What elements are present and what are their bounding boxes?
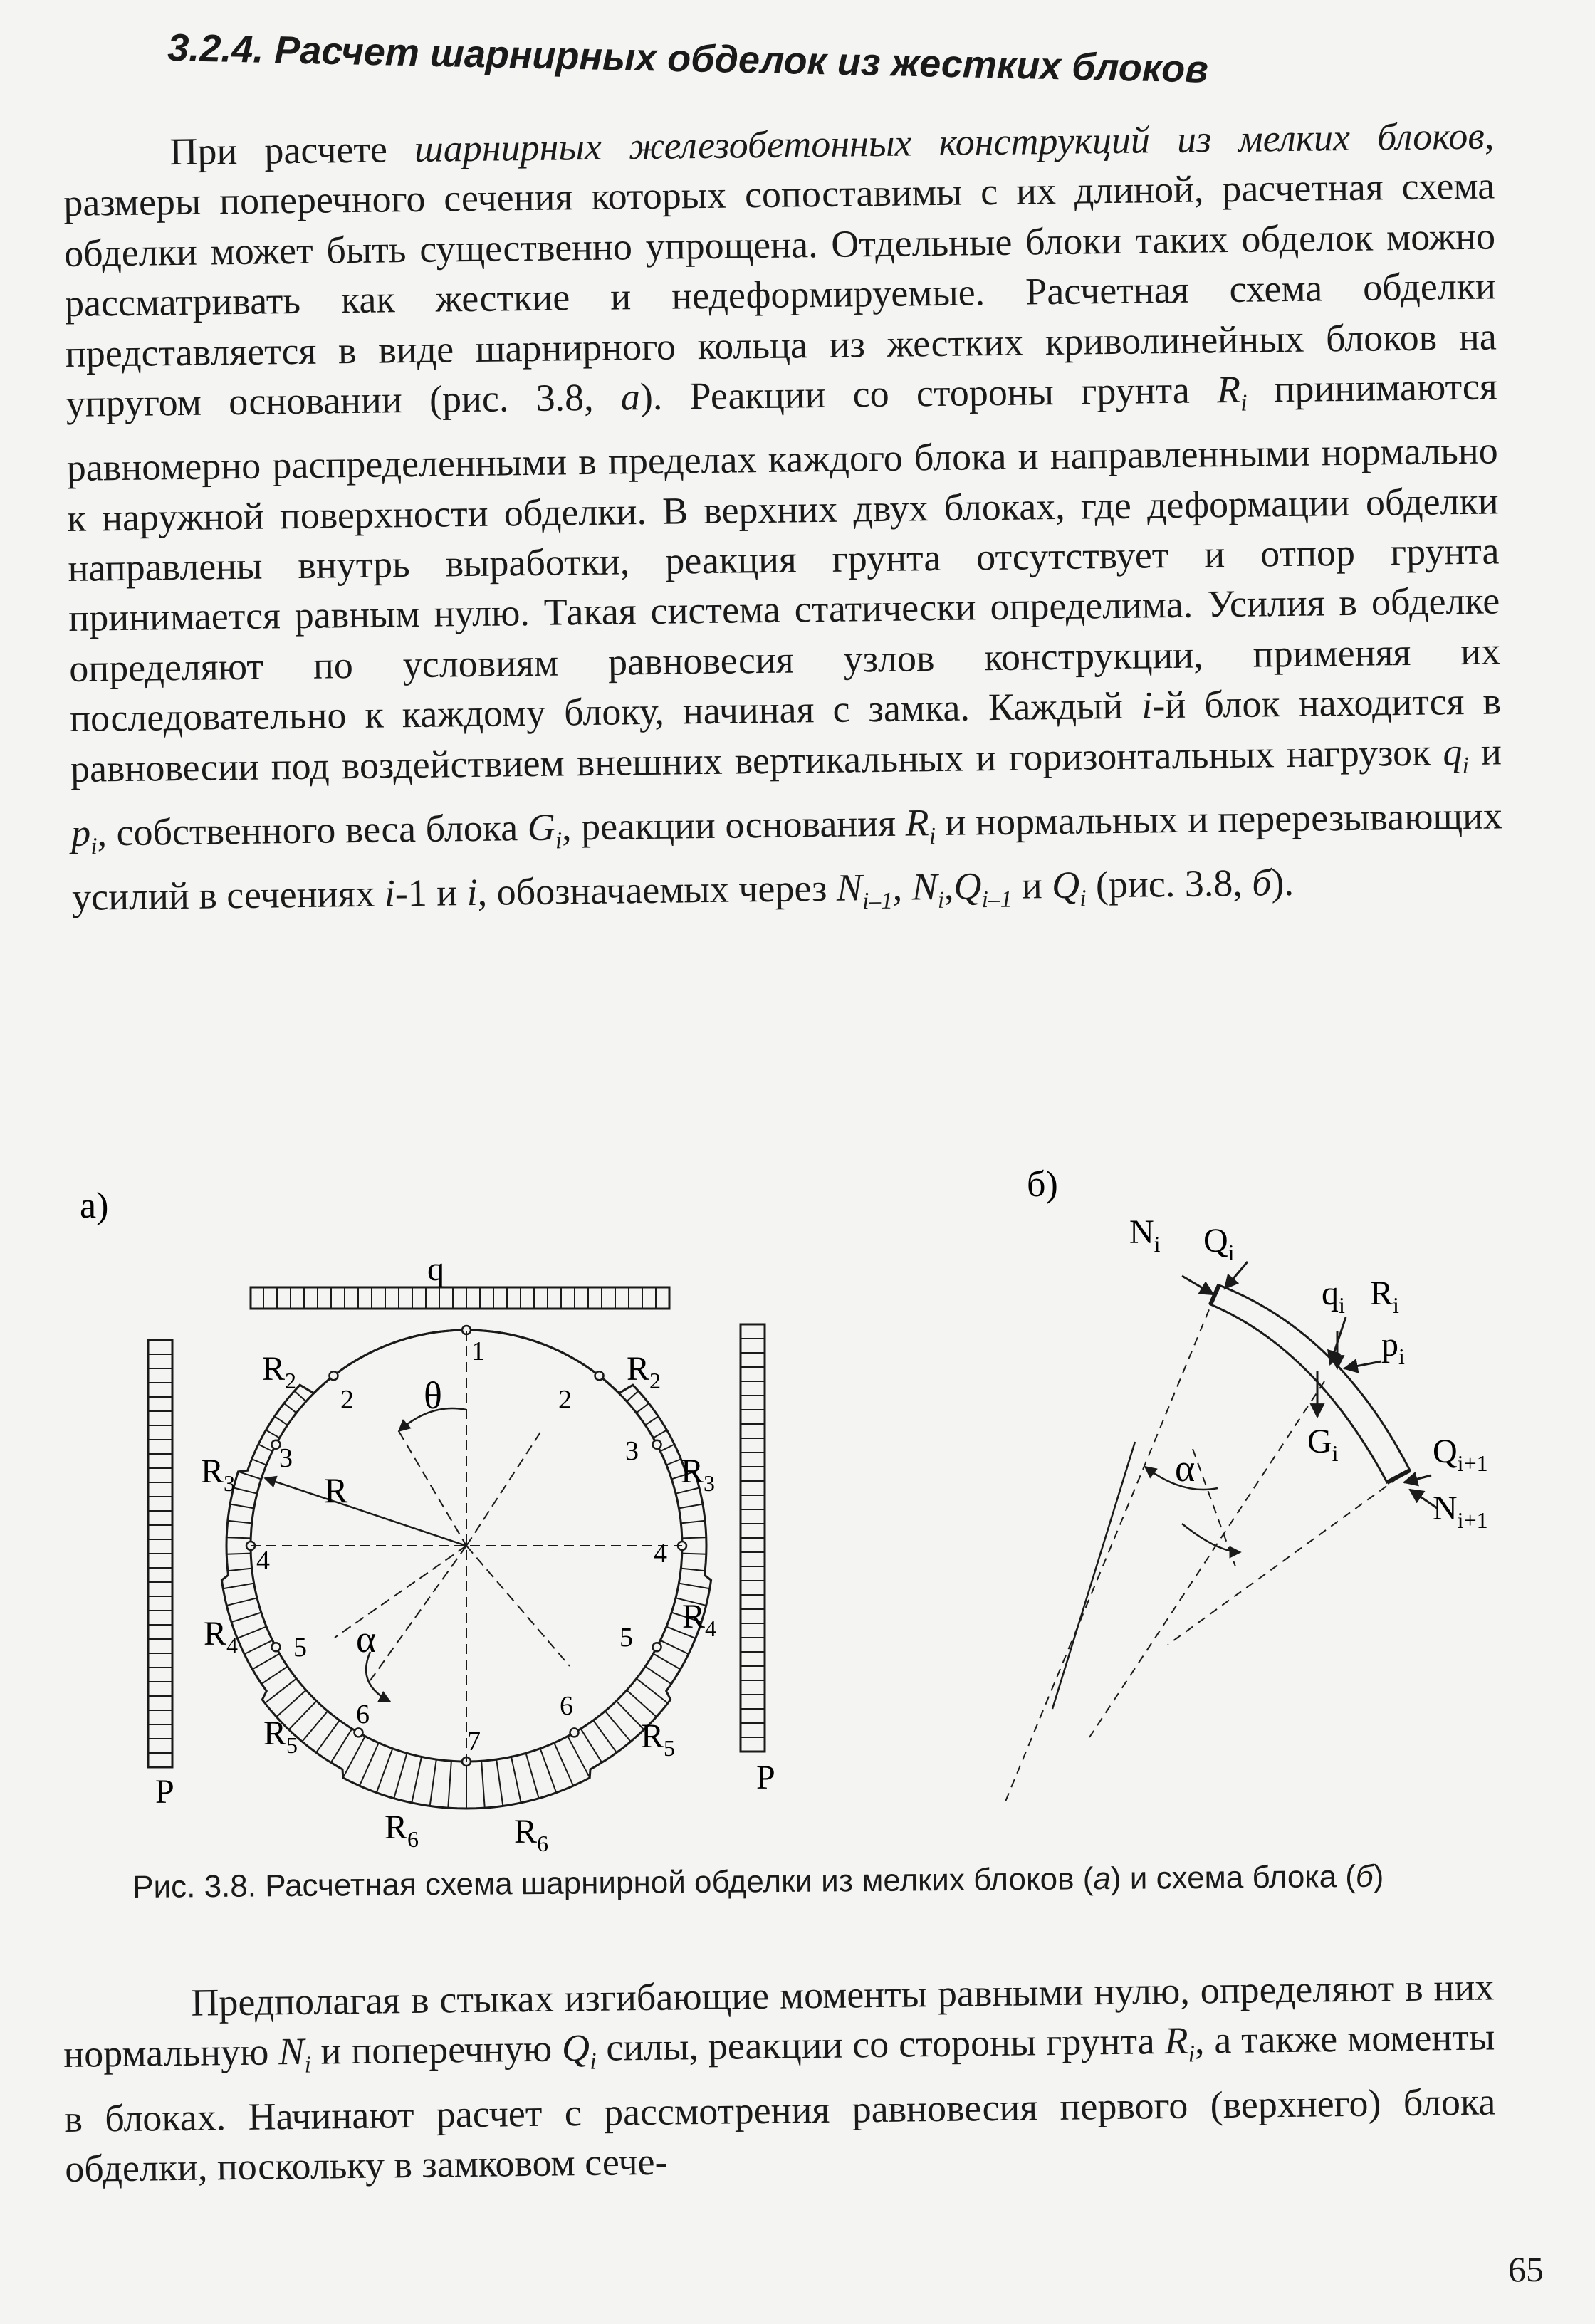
text-run: ). Реакции со стороны грунта [639, 368, 1218, 419]
paragraph-intro [63, 110, 1504, 936]
label-Ni: $N_i$ [1129, 1213, 1161, 1257]
text-run: i [1141, 684, 1153, 727]
reaction-r3-left: $R_3$ [201, 1452, 236, 1496]
text-run: i–1 [981, 886, 1013, 914]
alpha-label-a: α [356, 1618, 377, 1660]
hinge-node [653, 1440, 661, 1449]
text-run: i [466, 871, 478, 914]
figure-b-label: б) [1027, 1164, 1058, 1205]
text-run: i–1 [862, 887, 894, 915]
text-run: силы, реакции со стороны грунта [596, 2019, 1165, 2070]
load-bar-p-right [741, 1324, 765, 1752]
reaction-r3-right: $R_3$ [681, 1452, 716, 1496]
text-run: , [892, 865, 912, 909]
text-run: Q [1051, 863, 1080, 907]
text-run: Q [561, 2026, 590, 2070]
reaction-r5-left: $R_5$ [263, 1715, 298, 1758]
node-label-2-left: 2 [340, 1385, 354, 1415]
text-run: , размеры поперечного сечения которых сопоставимы с их длиной, расчетная схема обделки может быть существенно упрощена. Отдельные блоки таких обделок можно рассматривать как жесткие и недеформируемые. Расчетная схема обделки представляется в виде шарнирного кольца из жестких криволинейных блоков на упругом основании (рис. 3.8, [63, 114, 1497, 426]
label-Gi: $G_i$ [1307, 1423, 1339, 1466]
text-run: R [905, 801, 929, 844]
text-run: ) [1373, 1858, 1384, 1894]
construction-lines [251, 1331, 682, 1762]
text-run: i [90, 833, 98, 860]
text-run: шарнирных железобетонных конструкций из мелких блоков [414, 114, 1485, 170]
label-qi: $q_i$ [1322, 1274, 1345, 1318]
text-run: i [1240, 389, 1248, 417]
text-run: и [1011, 864, 1052, 907]
text-run: Рис. 3.8. Расчетная схема шарнирной обделки из мелких блоков ( [132, 1861, 1094, 1905]
text-run: N [836, 866, 863, 909]
label-Ri: $R_i$ [1370, 1274, 1399, 1318]
label-pi: $p_i$ [1381, 1326, 1405, 1369]
text-run: i [555, 827, 563, 854]
node-label-5-left: 5 [293, 1633, 307, 1663]
alpha-label-b: α [1175, 1447, 1196, 1490]
text-run: i [1462, 752, 1470, 779]
label-Ni1: $N_{i+1}$ [1433, 1490, 1488, 1533]
node-label-6-left: 6 [356, 1700, 370, 1729]
label-Qi: $Q_i$ [1203, 1222, 1235, 1265]
text-run: , [943, 864, 954, 909]
node-label-3-left: 3 [279, 1443, 293, 1473]
label-Qi1: $Q_{i+1}$ [1433, 1433, 1488, 1476]
section-heading: 3.2.4. Расчет шарнирных обделок из жестких блоков [167, 26, 1209, 91]
text-run: i [929, 822, 936, 849]
text-run: i [384, 872, 396, 915]
text-run: -1 и [394, 871, 468, 915]
hinge-node [355, 1728, 363, 1737]
text-run: G [527, 805, 556, 849]
text-run: , а также моменты в блоках. Начинают расчет с рассмотрения равновесия первого (верхнего) блока обделки, поскольку в замковом сече- [64, 2015, 1496, 2190]
hinge-node [653, 1643, 661, 1651]
text-run: (рис. 3.8, [1086, 861, 1253, 906]
hinge-node [595, 1371, 604, 1380]
text-run: i [1188, 2041, 1196, 2068]
figure-3-8 [0, 1153, 1595, 1901]
text-run: , реакции основания [561, 801, 906, 849]
text-run: -й блок находится в равновесии под воздействием внешних вертикальных и горизонтальных нагрузок [70, 679, 1502, 790]
reaction-r2-right: $R_2$ [627, 1350, 661, 1393]
load-bar-q [251, 1287, 669, 1309]
load-q-label: q [427, 1250, 444, 1288]
reaction-r6-left: $R_6$ [385, 1809, 419, 1852]
text-run: б [1251, 861, 1272, 904]
hinge-node [329, 1371, 338, 1380]
hinge-node [271, 1643, 280, 1651]
node-label-5-right: 5 [619, 1623, 633, 1653]
text-run: R [1216, 367, 1241, 412]
figure-a-label: а) [80, 1185, 109, 1226]
text-run: i [1079, 885, 1087, 912]
reaction-r5-right: $R_5$ [641, 1717, 676, 1761]
text-run: R [1164, 2019, 1188, 2063]
node-label-4-left: 4 [256, 1546, 270, 1576]
text-run: и [1468, 730, 1502, 773]
node-label-4-right: 4 [654, 1539, 667, 1569]
text-run: i [937, 886, 945, 914]
text-run: q [1443, 730, 1463, 774]
text-run: б [1355, 1858, 1374, 1895]
text-run: и поперечную [310, 2026, 563, 2073]
block-i-schema [1005, 1262, 1437, 1801]
load-p-right-label: P [756, 1759, 775, 1796]
hinge-node [570, 1728, 579, 1737]
reaction-r6-right: $R_6$ [514, 1813, 549, 1856]
reaction-r4-right: $R_4$ [682, 1598, 717, 1641]
text-run: i [304, 2051, 312, 2079]
text-run: ). [1271, 861, 1295, 904]
node-label-7: 7 [467, 1727, 481, 1757]
radius-label: R [324, 1470, 348, 1510]
text-run: и нормальных и перерезывающих усилий в сечениях [71, 794, 1503, 918]
node-label-1: 1 [471, 1336, 485, 1366]
load-bar-p-left [148, 1340, 172, 1767]
radius-arrow [265, 1478, 466, 1546]
reaction-r2-left: $R_2$ [262, 1350, 297, 1393]
reaction-r4-left: $R_4$ [204, 1615, 239, 1658]
node-label-2-right: 2 [558, 1385, 572, 1415]
node-label-3-right: 3 [625, 1436, 639, 1466]
text-run: Предполагая в стыках изгибающие моменты равными нулю, определяют в них нормальную [63, 1965, 1495, 2076]
node-label-6-right: 6 [560, 1691, 573, 1721]
text-run: p [70, 811, 91, 854]
paragraph-continuation [63, 1962, 1497, 2194]
text-run: , обозначаемых через [477, 866, 837, 914]
page-number: 65 [1508, 2249, 1544, 2289]
text-run: , собственного веса блока [97, 805, 528, 854]
text-run: а [620, 375, 641, 419]
text-run: ) и схема блока ( [1110, 1859, 1356, 1897]
load-p-left-label: P [155, 1773, 174, 1811]
text-run: N [911, 865, 938, 909]
text-run: i [590, 2048, 597, 2076]
theta-label: θ [424, 1374, 442, 1417]
text-run: а [1093, 1861, 1112, 1897]
figure-drawing [0, 1153, 1595, 1901]
text-run: Q [953, 864, 982, 908]
text-run: При расчете [169, 127, 415, 174]
text-run: N [278, 2030, 305, 2073]
text-run: принимаются равномерно распределенными в пределах каждого блока и направленными нормально к наружной поверхности обделки. В верхних двух блоках, где деформации обделки направлены внутрь выработки, реакция грунта отсутствует и отпор грунта принимается равным нулю. Такая система статически определима. Усилия в обделке определяют по условиям равновесия узлов конструкции, применяя их последовательно к каждому блоку, начиная с замка. Каждый [66, 365, 1501, 740]
